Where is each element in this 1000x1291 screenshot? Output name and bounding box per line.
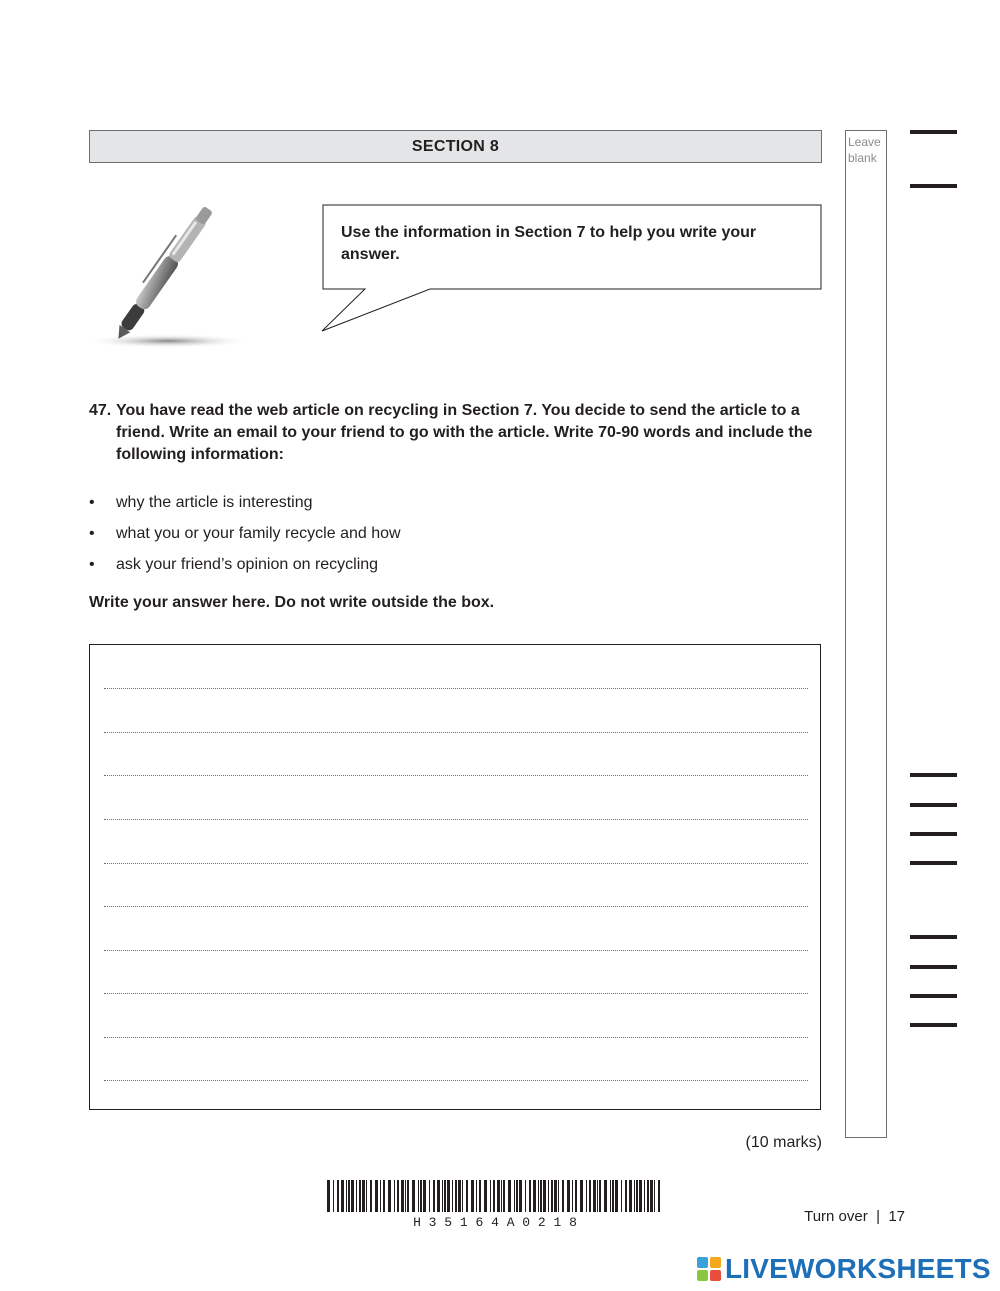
barcode-bar [551, 1180, 553, 1212]
barcode-bar [455, 1180, 457, 1212]
answer-line[interactable] [104, 1080, 808, 1081]
answer-instruction: Write your answer here. Do not write outside the box. [89, 594, 495, 611]
barcode-bar [516, 1180, 518, 1212]
barcode-text: H 3 5 1 6 4 A 0 2 1 8 [413, 1215, 577, 1230]
barcode-bar [370, 1180, 372, 1212]
pen-illustration [80, 195, 260, 355]
bullet-icon: • [89, 494, 95, 511]
barcode-bar [525, 1180, 526, 1212]
margin-mark [910, 773, 957, 777]
barcode-bar [519, 1180, 522, 1212]
margin-mark [910, 184, 957, 188]
barcode-bar [589, 1180, 591, 1212]
leave-blank-column [845, 130, 887, 1138]
brand-name: LIVEWORKSHEETS [725, 1253, 991, 1284]
answer-line[interactable] [104, 732, 808, 733]
margin-mark [910, 803, 957, 807]
barcode-bar [452, 1180, 453, 1212]
barcode-bar [558, 1180, 559, 1212]
barcode-bar [401, 1180, 404, 1212]
barcode-bar [356, 1180, 357, 1212]
barcode-bar [538, 1180, 539, 1212]
barcode-bar [337, 1180, 339, 1212]
barcode-bar [447, 1180, 450, 1212]
answer-line[interactable] [104, 775, 808, 776]
barcode-bar [593, 1180, 596, 1212]
barcode-bar [572, 1180, 573, 1212]
barcode-bar [604, 1180, 607, 1212]
barcode-bar [654, 1180, 655, 1212]
barcode-bar [615, 1180, 618, 1212]
barcode-bar [444, 1180, 446, 1212]
barcode-bar [327, 1180, 330, 1212]
barcode-bar [458, 1180, 461, 1212]
margin-mark [910, 965, 957, 969]
barcode-bar [501, 1180, 502, 1212]
margin-mark [910, 935, 957, 939]
barcode-bar [621, 1180, 622, 1212]
bullet-icon: • [89, 556, 95, 573]
section-header [89, 130, 822, 163]
section-title: SECTION 8 [411, 137, 500, 155]
marks-label: (10 marks) [745, 1134, 822, 1151]
barcode-bar [437, 1180, 440, 1212]
answer-line[interactable] [104, 1037, 808, 1038]
barcode-bar [567, 1180, 570, 1212]
barcode-bar [433, 1180, 435, 1212]
logo-icon [697, 1257, 721, 1281]
barcode-bar [412, 1180, 415, 1212]
answer-line[interactable] [104, 993, 808, 994]
barcode-bar [529, 1180, 531, 1212]
barcode-bar [471, 1180, 474, 1212]
barcode-bar [554, 1180, 557, 1212]
answer-line[interactable] [104, 688, 808, 689]
bullet-list [89, 487, 789, 580]
barcode-bar [383, 1180, 385, 1212]
bullet-item: • ask your friend’s opinion on recycling [89, 549, 789, 580]
barcode-bar [462, 1180, 463, 1212]
barcode-bar [497, 1180, 500, 1212]
bullet-item: • why the article is interesting [89, 487, 789, 518]
margin-mark [910, 1023, 957, 1027]
barcode-bar [636, 1180, 638, 1212]
answer-line[interactable] [104, 906, 808, 907]
bubble-text: Use the information in Section 7 to help you write your answer. [341, 224, 757, 263]
barcode-bar [658, 1180, 660, 1212]
barcode-bar [359, 1180, 361, 1212]
barcode-bar [351, 1180, 354, 1212]
barcode-bar [388, 1180, 391, 1212]
footer-divider: | [871, 1208, 885, 1225]
answer-line[interactable] [104, 950, 808, 951]
barcode-bar [562, 1180, 564, 1212]
barcode-bar [405, 1180, 406, 1212]
barcode-bar [346, 1180, 347, 1212]
barcode-bar [366, 1180, 367, 1212]
barcode-bar [597, 1180, 598, 1212]
page-number: 17 [888, 1208, 905, 1225]
barcode-bar [490, 1180, 491, 1212]
barcode-bar [479, 1180, 481, 1212]
barcode-bar [533, 1180, 536, 1212]
barcode-bar [647, 1180, 649, 1212]
leave-blank-label: Leave blank [848, 135, 881, 165]
barcode-bar [514, 1180, 515, 1212]
barcode-bar [420, 1180, 422, 1212]
margin-mark [910, 130, 957, 134]
question-text: You have read the web article on recycling in Section 7. You decide to send the article to a friend. Write an email to your friend to go with the article. Write 70-90 words and include the following information: [116, 402, 813, 463]
barcode-bar [476, 1180, 477, 1212]
barcode-bar [508, 1180, 511, 1212]
barcode-bar [650, 1180, 653, 1212]
barcode-bar [484, 1180, 487, 1212]
barcode-bar [612, 1180, 614, 1212]
barcode-bar [629, 1180, 632, 1212]
barcode-bar [580, 1180, 583, 1212]
barcode-bar [423, 1180, 426, 1212]
barcode-bar [397, 1180, 399, 1212]
barcode-bar [333, 1180, 334, 1212]
barcode-bar [639, 1180, 642, 1212]
barcode-bar [442, 1180, 443, 1212]
answer-line[interactable] [104, 819, 808, 820]
barcode-bars [327, 1180, 660, 1212]
barcode-bar [429, 1180, 430, 1212]
bullet-item: • what you or your family recycle and how [89, 518, 789, 549]
speech-bubble [318, 198, 828, 338]
barcode-bar [548, 1180, 549, 1212]
barcode-bar [599, 1180, 601, 1212]
barcode [325, 1180, 665, 1230]
barcode-bar [575, 1180, 577, 1212]
barcode-bar [341, 1180, 344, 1212]
barcode-bar [503, 1180, 505, 1212]
margin-mark [910, 994, 957, 998]
barcode-bar [543, 1180, 546, 1212]
barcode-bar [540, 1180, 542, 1212]
barcode-bar [625, 1180, 627, 1212]
barcode-bar [644, 1180, 645, 1212]
margin-mark [910, 861, 957, 865]
liveworksheets-logo[interactable] [697, 1253, 991, 1285]
barcode-bar [634, 1180, 635, 1212]
barcode-bar [493, 1180, 495, 1212]
footer [760, 1208, 905, 1225]
turn-over-text: Turn over [804, 1208, 868, 1225]
answer-line[interactable] [104, 863, 808, 864]
barcode-bar [610, 1180, 611, 1212]
question-number: 47. [89, 402, 112, 419]
barcode-bar [362, 1180, 365, 1212]
barcode-bar [348, 1180, 350, 1212]
barcode-bar [375, 1180, 378, 1212]
barcode-bar [586, 1180, 587, 1212]
barcode-bar [407, 1180, 409, 1212]
barcode-bar [418, 1180, 419, 1212]
barcode-bar [380, 1180, 381, 1212]
barcode-bar [394, 1180, 395, 1212]
barcode-bar [466, 1180, 468, 1212]
margin-mark [910, 832, 957, 836]
answer-box[interactable] [89, 644, 821, 1110]
bullet-icon: • [89, 525, 95, 542]
